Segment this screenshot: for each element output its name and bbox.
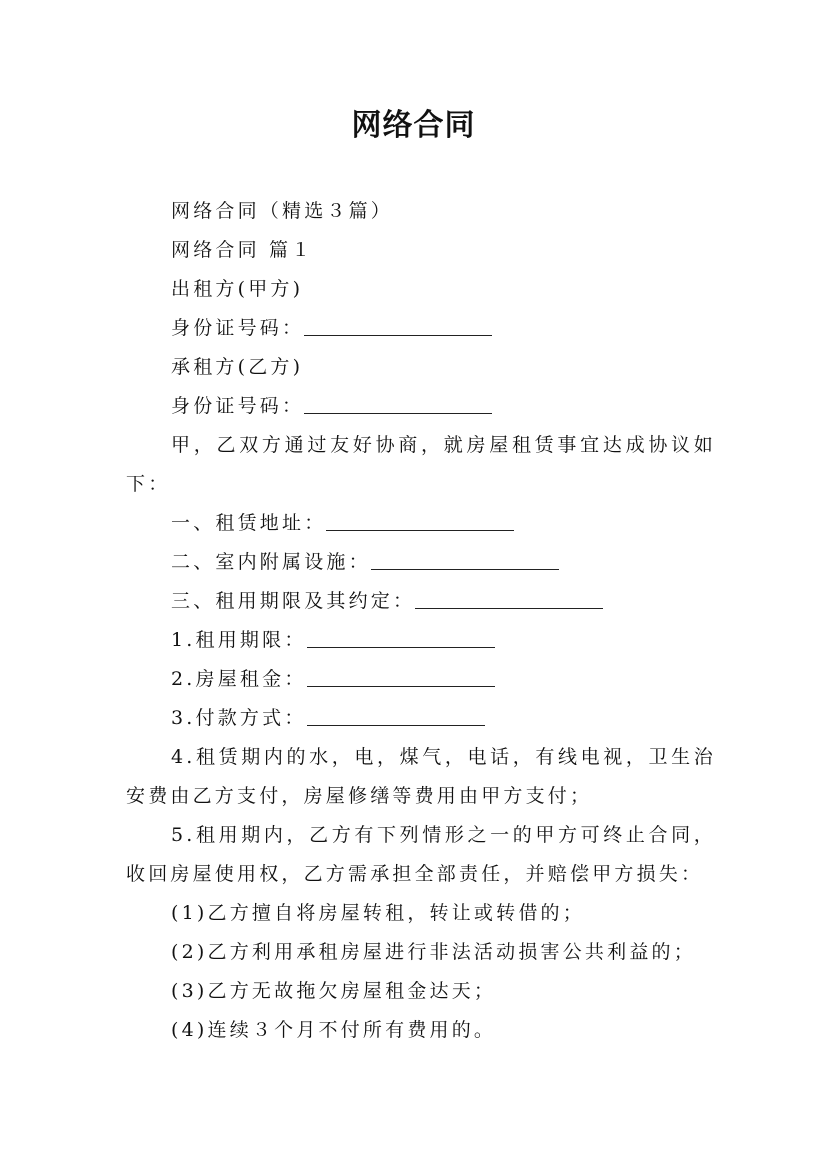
paragraph-termination: 5.租用期内，乙方有下列情形之一的甲方可终止合同，收回房屋使用权，乙方需承担全部责任，并赔偿甲方损失：	[126, 824, 716, 885]
fill-blank-line	[307, 627, 495, 648]
rent-label: 2.房屋租金：	[171, 668, 307, 690]
fill-blank-line	[415, 588, 603, 609]
document-title: 网络合同	[351, 108, 476, 143]
fill-blank-line	[304, 393, 492, 414]
facilities-label: 二、室内附属设施：	[171, 551, 371, 573]
fill-blank-line	[371, 549, 559, 570]
paragraph-clause-2: (2)乙方利用承租房屋进行非法活动损害公共利益的；	[171, 941, 696, 963]
fill-blank-line	[307, 666, 495, 687]
paragraph-lease-term-terms	[126, 582, 716, 621]
lease-term-label: 1.租用期限：	[171, 629, 307, 651]
paragraph-lessee: 承租方(乙方)	[171, 356, 304, 378]
paragraph-payment-method	[126, 699, 716, 738]
fill-blank-line	[307, 705, 485, 726]
paragraph-rental-address	[126, 504, 716, 543]
payment-method-label: 3.付款方式：	[171, 707, 307, 729]
document-body	[126, 192, 716, 1050]
paragraph-clause-4: (4)连续３个月不付所有费用的。	[171, 1019, 497, 1041]
rental-address-label: 一、租赁地址：	[171, 512, 327, 534]
fill-blank-line	[304, 315, 492, 336]
lessee-id-label: 身份证号码：	[171, 395, 305, 417]
fill-blank-line	[326, 510, 514, 531]
paragraph-lessor-id	[126, 309, 716, 348]
paragraph-facilities	[126, 543, 716, 582]
paragraph-lessor: 出租方(甲方)	[171, 278, 304, 300]
paragraph-fees: 4.租赁期内的水，电，煤气，电话，有线电视，卫生治安费由乙方支付，房屋修缮等费用由甲方支付；	[126, 746, 716, 807]
paragraph-agreement-intro: 甲，乙双方通过友好协商，就房屋租赁事宜达成协议如下：	[126, 434, 716, 495]
paragraph-rent	[126, 660, 716, 699]
paragraph-subtitle: 网络合同（精选３篇）	[171, 200, 394, 222]
paragraph-clause-3: (3)乙方无故拖欠房屋租金达天；	[171, 980, 497, 1002]
lease-term-terms-label: 三、租用期限及其约定：	[171, 590, 416, 612]
paragraph-part-heading: 网络合同 篇１	[171, 239, 314, 261]
paragraph-lessee-id	[126, 387, 716, 426]
paragraph-lease-term	[126, 621, 716, 660]
lessor-id-label: 身份证号码：	[171, 317, 305, 339]
paragraph-clause-1: (1)乙方擅自将房屋转租，转让或转借的；	[171, 902, 585, 924]
